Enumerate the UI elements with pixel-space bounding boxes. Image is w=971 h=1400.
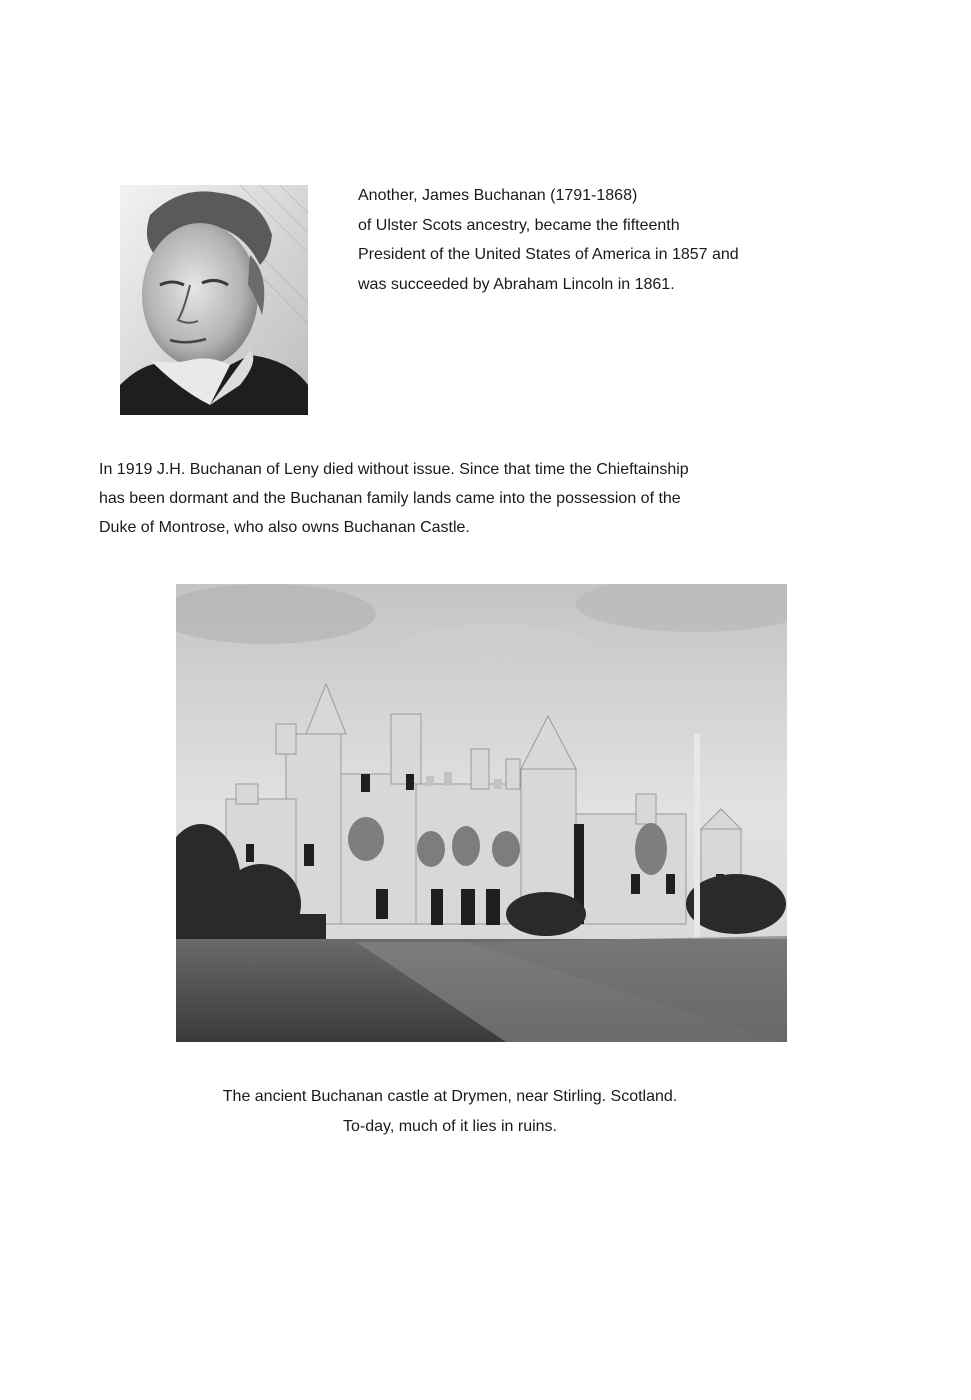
bio-line: President of the United States of America in 1857 and [358,246,739,263]
paragraph-line: has been dormant and the Buchanan family lands came into the possession of the [99,490,681,507]
castle-caption [150,1082,750,1142]
james-buchanan-portrait [120,185,308,415]
chieftainship-paragraph [99,455,819,542]
caption-line: To-day, much of it lies in ruins. [342,1118,557,1135]
bio-line: Another, James Buchanan (1791-1868) [358,187,638,204]
paragraph-line: In 1919 J.H. Buchanan of Leny died without issue. Since that time the Chieftainship [99,461,689,478]
castle-ruins-image [176,584,787,1042]
bio-text [358,181,828,299]
paragraph-line: Duke of Montrose, who also owns Buchanan Castle. [99,519,470,536]
portrait-engraving [120,185,308,415]
caption-line: The ancient Buchanan castle at Drymen, near Stirling. Scotland. [222,1088,678,1105]
bio-line: of Ulster Scots ancestry, became the fifteenth [358,216,680,234]
bio-line: was succeeded by Abraham Lincoln in 1861. [358,275,675,293]
buchanan-castle-photo [176,584,787,1042]
